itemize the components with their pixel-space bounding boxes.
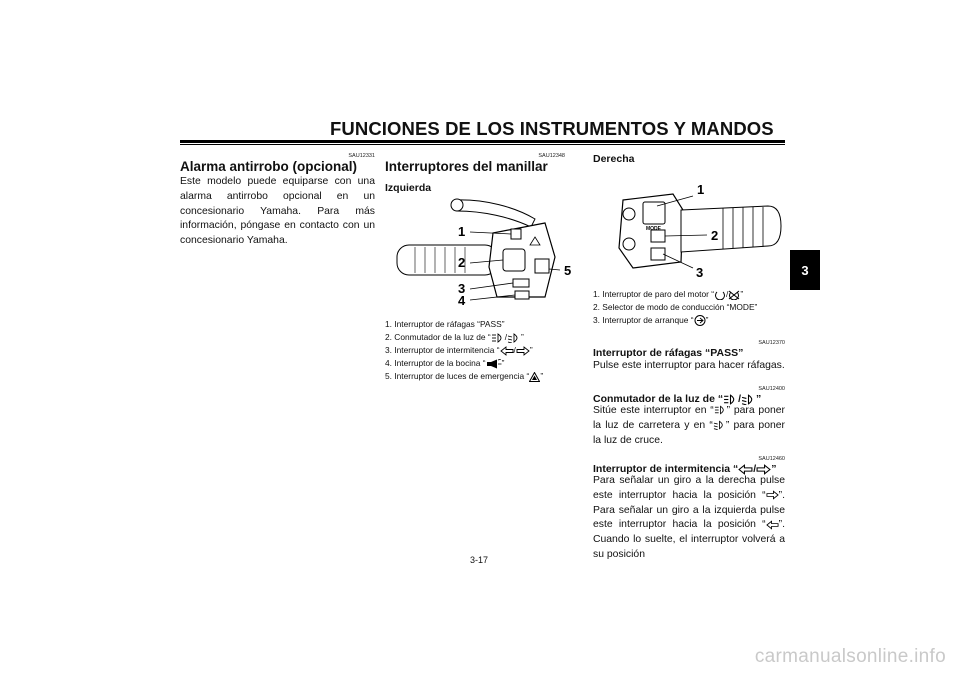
section-code: SAU12331 (348, 153, 375, 159)
chapter-tab: 3 (790, 250, 820, 290)
turn-right-icon (516, 346, 530, 356)
section-body-pass: Pulse este interruptor para hacer ráfagas. (593, 360, 785, 371)
subtitle-left: Izquierda (385, 182, 432, 194)
section-code: SAU12370 (758, 340, 785, 346)
section-title-switches: Interruptores del manillar (385, 159, 548, 174)
subtitle-right: Derecha (593, 153, 635, 165)
left-handlebar-figure (385, 197, 580, 309)
section-code: SAU12348 (538, 153, 565, 159)
caption-3-left: 3. Interruptor de intermitencia “ / ” (385, 345, 533, 355)
section-code: SAU12400 (758, 386, 785, 392)
high-beam-icon (714, 405, 727, 415)
callout-1: 1 (458, 224, 466, 239)
callout-5: 5 (564, 263, 572, 278)
low-beam-icon (507, 333, 521, 343)
engine-run-icon (714, 290, 726, 300)
section-title-alarm: Alarma antirrobo (opcional) (180, 159, 358, 174)
low-beam-icon (713, 420, 726, 430)
page-header-title: FUNCIONES DE LOS INSTRUMENTOS Y MANDOS (330, 118, 774, 139)
caption-5-left: 5. Interruptor de luces de emergencia “ ” (385, 371, 544, 381)
horn-icon (486, 359, 502, 369)
section-body-turn: Para señalar un giro a la derecha pulse este interruptor hacia la posición “ ”. Para señalar un giro a la izquierda pulse este interruptor hacia la posición “ ”. Cuando lo suelte, el interruptor volverá a su posición (593, 475, 785, 560)
caption-1-right: 1. Interruptor de paro del motor “ / ” (593, 289, 744, 299)
page-number: 3-17 (470, 555, 489, 565)
start-icon (694, 315, 706, 326)
hazard-icon (529, 372, 540, 382)
callout-1: 1 (697, 182, 705, 197)
callout-3: 3 (696, 265, 704, 280)
turn-left-icon (500, 346, 514, 356)
turn-right-icon (766, 490, 779, 500)
turn-left-icon (766, 520, 779, 530)
engine-stop-icon (728, 290, 740, 300)
caption-4-left: 4. Interruptor de la bocina “ ” (385, 358, 505, 368)
section-title-pass: Interruptor de ráfagas “PASS” (593, 347, 744, 359)
caption-1-left: 1. Interruptor de ráfagas “PASS” (385, 319, 505, 329)
section-title-dimmer: Conmutador de la luz de “ / ” (593, 393, 762, 405)
section-body-alarm: Este modelo puede equiparse con una alarma antirrobo opcional en un concesionario Yamaha. Para más información, póngase en contacto con un concesionario Yamaha. (180, 176, 375, 247)
high-beam-icon (491, 333, 505, 343)
right-handlebar-figure (593, 170, 793, 282)
section-body-dimmer: Sitúe este interruptor en “ ” para poner la luz de carretera y en “ ” para poner la luz de cruce. (593, 405, 786, 446)
callout-2: 2 (711, 228, 719, 243)
mode-label: MODE (646, 226, 661, 232)
caption-3-right: 3. Interruptor de arranque “ ” (593, 315, 709, 325)
header-rule (180, 140, 785, 143)
caption-2-right: 2. Selector de modo de conducción “MODE” (593, 302, 758, 312)
watermark: carmanualsonline.info (754, 646, 946, 667)
header-rule-thin (180, 144, 785, 145)
section-title-turn: Interruptor de intermitencia “ / ” (593, 463, 777, 475)
callout-2: 2 (458, 255, 466, 270)
caption-2-left: 2. Conmutador de la luz de “ / ” (385, 332, 524, 342)
callout-4: 4 (458, 293, 466, 308)
callout-3: 3 (458, 281, 466, 296)
section-code: SAU12460 (758, 456, 785, 462)
